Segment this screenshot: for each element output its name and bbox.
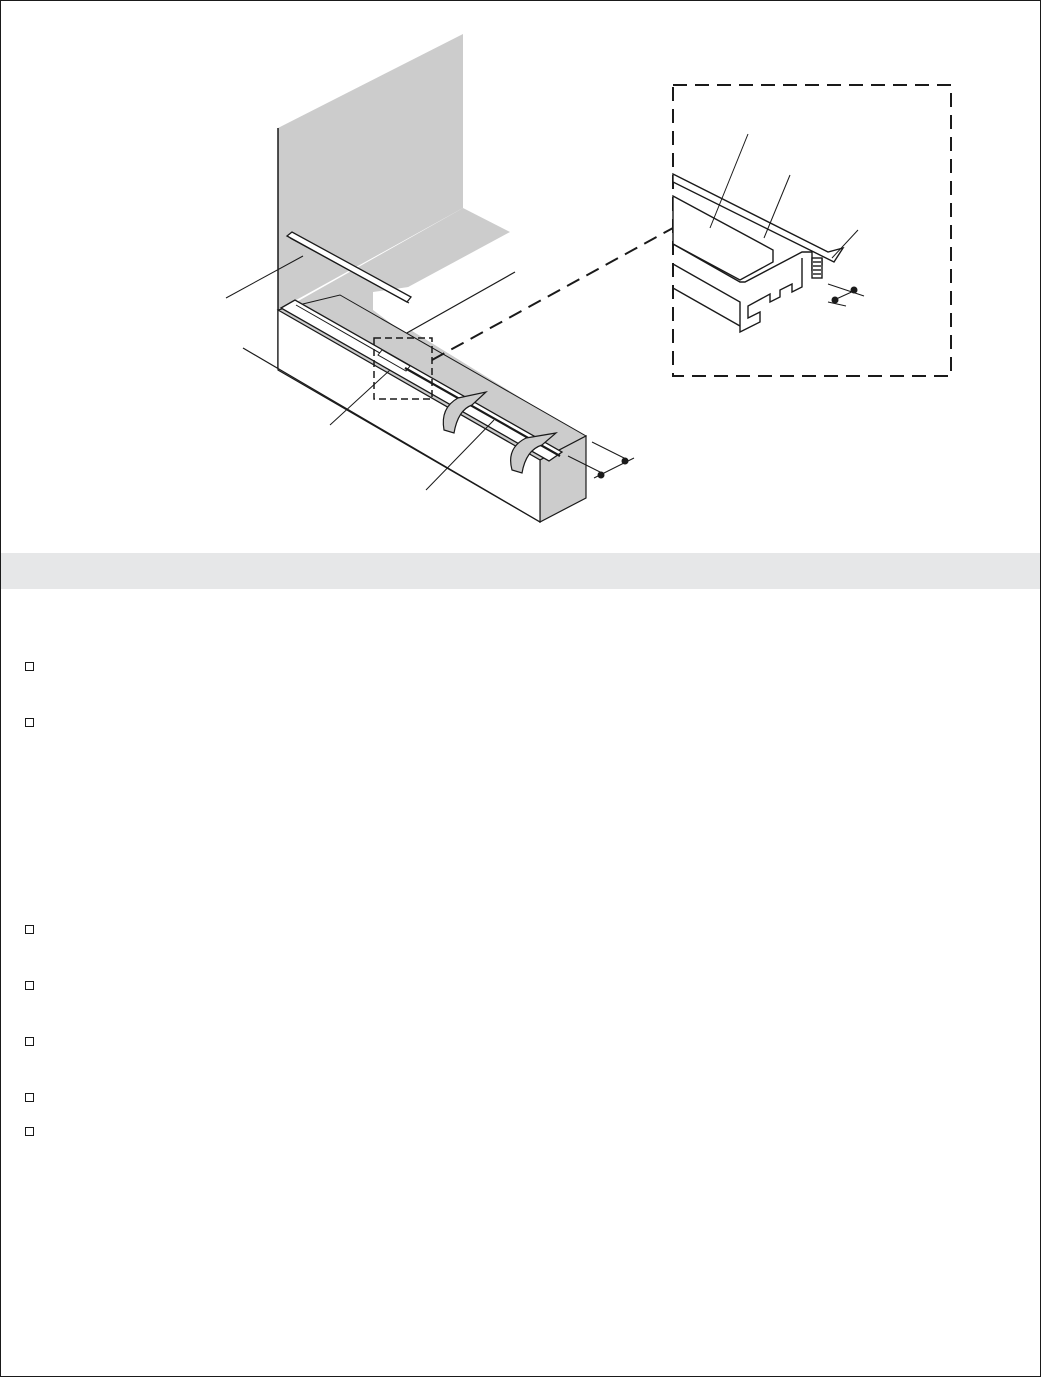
step-checkbox[interactable] (25, 925, 34, 934)
step-checkbox[interactable] (25, 1037, 34, 1046)
dimension-point (598, 472, 605, 479)
dimension-point (832, 297, 839, 304)
step-checkbox[interactable] (25, 718, 34, 727)
dimension-point (851, 287, 858, 294)
step-checkbox[interactable] (25, 1127, 34, 1136)
step-checkbox[interactable] (25, 981, 34, 990)
installation-illustration (0, 0, 1041, 545)
step-checkbox[interactable] (25, 1093, 34, 1102)
step-checkbox[interactable] (25, 662, 34, 671)
instruction-band (1, 553, 1040, 589)
dimension-point (622, 458, 629, 465)
